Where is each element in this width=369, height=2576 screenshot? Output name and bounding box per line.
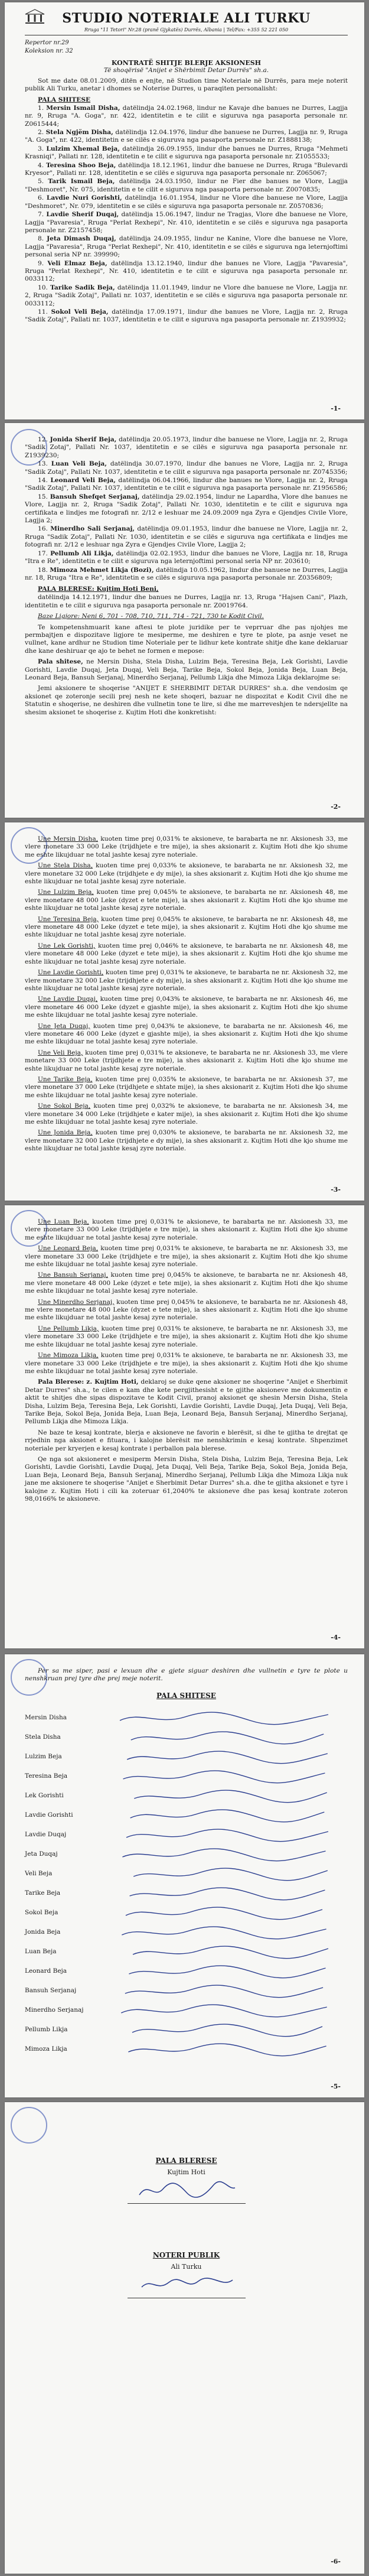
seller-entry xyxy=(25,477,348,493)
notary-signature-heading: NOTERI PUBLIK xyxy=(152,2251,220,2259)
buyer-acceptance xyxy=(25,1378,348,1426)
seller-entry xyxy=(25,235,348,259)
seller-entry xyxy=(25,260,348,284)
signatory-name: Bansuh Serjanaj xyxy=(25,1987,77,1995)
seller-details: datëlindja 26.09.1955, lindur dhe banues ne Durres, Rruga "Mehmeti Krasniqi", Pallati nr. 128, identitetin e te cilit e siguruva nga pasaporta personale nr. Z1055533; xyxy=(25,145,348,161)
notary-signature-name: Ali Turku xyxy=(171,2263,202,2271)
clause-text: kuoten time prej 0,045% te aksioneve, te barabarta ne nr. Aksionesh 48, me vlere monetare 48 000 Leke (dyzet e tete mije), ia shes aksionarit z. Kujtim Hoti dhe kjo shume me eshte likujduar ne total jashte kesaj zyre noteriale. xyxy=(25,889,348,912)
clause-text: kuoten time prej 0,035% te aksioneve, te barabarta ne nr. Aksionesh 37, me vlere monetare 37 000 Leke (trijdhjete e shtate mije), ia shes aksionarit z. Kujtim Hoti dhe kjo shume me eshte likujduar ne total jashte kesaj zyre noteriale. xyxy=(25,1075,348,1099)
notary-stamp-icon xyxy=(11,2107,47,2144)
seller-details: datëlindja 17.09.1971, lindur dhe banues ne Vlore, Lagjja nr. 2, Rruga "Sadik Zotaj", Pallati nr. 1037, identitetin e te cilit e siguruva nga pasaporta personale nr. Z1939932; xyxy=(25,308,348,324)
clause-text: kuoten time prej 0,031% te aksioneve, te barabarta ne nr. Aksionesh 33, me vlere monetare 33 000 Leke (trijdhjete e tre mije), ia shes aksionarit z. Kujtim Hoti dhe kjo shume me eshte likujduar ne total jashte kesaj zyre noteriale. xyxy=(25,1218,348,1241)
clause-seller-name: Une Mersin Disha, xyxy=(38,835,99,843)
seller-name: Tarik Ismail Beja, xyxy=(48,178,115,186)
seller-number: 2. xyxy=(38,129,44,136)
seller-number: 1. xyxy=(38,104,44,112)
seller-entry xyxy=(25,308,348,324)
clause-seller-name: Une Sokol Beja, xyxy=(38,1102,91,1110)
clause-seller-name: Une Mimoza Likja, xyxy=(38,1352,99,1359)
signature-row xyxy=(25,1728,348,1747)
seller-list-continued xyxy=(25,436,348,582)
clause-text: kuoten time prej 0,031% te aksioneve, te barabarta ne nr. Aksionesh 32, me vlere monetare 32 000 Leke (trijdhjete e dy mije), ia shes aksionarit z. Kujtim Hoti dhe kjo shume me eshte likujduar ne total jashte kesaj zyre noteriale. xyxy=(25,969,348,992)
page-number: -2- xyxy=(331,803,341,811)
seller-details: datëlindja 16.01.1954, lindur ne Vlore dhe banuese ne Vlore, Lagjja "Deshmoret", Nr. 079, identitetin e se cilës e siguruva nga pasaporta personale nr. Z0570836; xyxy=(25,194,348,210)
share-clause xyxy=(25,1218,348,1242)
seller-number: 17. xyxy=(38,549,48,557)
seller-number: 10. xyxy=(38,284,48,291)
clause-seller-name: Une Pellumb Likja, xyxy=(38,1325,99,1332)
signature-row xyxy=(25,2001,348,2020)
sellers-signature-heading: PALA SHITESE xyxy=(156,1691,216,1700)
share-clause xyxy=(25,1129,348,1153)
signatory-name: Sokol Beja xyxy=(25,1909,58,1917)
seller-details: datëlindja 20.05.1973, lindur dhe banuese ne Vlore, Lagjja nr. 2, Rruga "Sadik Zotaj", Pallati Nr. 1037, identitetin e se cilës e siguruva nga pasaporta personale nr. Z1939230; xyxy=(25,436,348,459)
document-page-4 xyxy=(5,1205,364,1648)
section-heading-buyer: PALA BLERESE: Kujtim Hoti Beni, xyxy=(38,586,159,593)
share-clause xyxy=(25,1271,348,1295)
seller-entry xyxy=(25,436,348,460)
buyer-acceptance-lead: Pala Blerese: z. Kujtim Hoti, xyxy=(38,1378,139,1386)
seller-name: Teresina Shoo Beja, xyxy=(46,161,116,169)
final-ownership-paragraph: Qe nga sot aksioneret e mesiperm Mersin Disha, Stela Disha, Lulzim Beja, Teresina Beja, Lek Gorishti, Lavdie Gorishti, Lavdie Duqaj, Jeta Duqaj, Veli Beja, Tarike Beja, Sokol Beja, Jonida Beja, Luan Beja, Leonard Beja, Bansuh Serjanaj, Minerdho Serjanaj, Pellumb Likja dhe Mimoza Likja nuk jane me aksionere te shoqerise "Anijet e Sherbimit Detar Durres" sh.a. dhe te gjitha aksionet e tyre i kalojne z. Kujtim Hoti i cili ka zoteruar 61,2040% te aksioneve dhe pas kesaj kontrate zoteron 98,0166% te aksioneve. xyxy=(25,1455,348,1502)
contract-title: KONTRATË SHITJE BLERJE AKSIONESH xyxy=(111,59,262,67)
seller-name: Pellumb Ali Likja, xyxy=(50,549,114,557)
clause-seller-name: Une Jonida Beja, xyxy=(38,1129,93,1137)
page-number: -3- xyxy=(331,1186,341,1193)
seller-details: datëlindja 12.04.1976, lindur dhe banuese ne Durres, Lagjja nr. 9, Rruga "A. Goga", nr. 422, identitetin e se cilës e siguruva nga pasaporta personale nr. Z1888138; xyxy=(25,129,348,144)
seller-details: datëlindja 24.02.1968, lindur ne Kavaje dhe banues ne Durres, Lagjja nr. 9, Rruga "A. Goga", nr. 422, identitetin e te cilit e siguruva nga pasaporta personale nr. Z0615444; xyxy=(25,104,348,128)
clause-text: kuoten time prej 0,033% te aksioneve, te barabarta ne nr. Aksionesh 32, me vlere monetare 32 000 Leke (trijdhjete e dy mije), ia shes aksionarit z. Kujtim Hoti dhe kjo shume me eshte likujduar ne total jashte kesaj zyre noteriale. xyxy=(25,862,348,886)
seller-entry xyxy=(25,460,348,476)
share-clause xyxy=(25,1245,348,1269)
share-clause xyxy=(25,942,348,966)
seller-details: datëlindja 15.06.1947, lindur ne Tragjas, Vlore dhe banuese ne Vlore, Lagjja "Pavaresia", Rruga "Perlat Rexhepi", Nr. 410, identitetin e se cilës e siguruva nga pasaporta personale nr. Z2157458; xyxy=(25,211,348,234)
seller-entry xyxy=(25,105,348,128)
seller-name: Sokol Veli Beja, xyxy=(51,308,109,316)
seller-entry xyxy=(25,284,348,308)
clause-text: kuoten time prej 0,030% te aksioneve, te barabarta ne nr. Aksionesh 32, me vlere monetare 32 000 Leke (trijdhjete e dy mije), ia shes aksionarit z. Kujtim Hoti dhe kjo shume me eshte likujduar ne total jashte kesaj zyre noteriale. xyxy=(25,1129,348,1153)
page-number: -6- xyxy=(331,2558,341,2565)
koleksion-number: Koleksion nr. 32 xyxy=(25,48,73,54)
document-page-6 xyxy=(5,2102,364,2574)
buyer-signature-heading: PALA BLERESE xyxy=(155,2157,217,2165)
signature-row xyxy=(25,1903,348,1923)
buyer-acceptance-text: deklaroj se duke qene aksioner ne shoqerine "Anijet e Sherbimit Detar Durres" sh.a., te cilen e kam dhe kete pergjithesisht e te gjithe aksioneve me dokumentin e aktit te shitjes dhe sipas dispozitave te Kodit Civil, pranoj aksionet qe shesin Mersin Disha, Stela Disha, Lulzim Beja, Teresina Beja, Lek Gorishti, Lavdie Gorishti, Lavdie Duqaj, Jeta Duqaj, Veli Beja, Tarike Beja, Sokol Beja, Jonida Beja, Luan Beja, Leonard Beja, Bansuh Serjanaj, Minerdho Serjanaj, Pellumb Likja dhe Mimoza Likja. xyxy=(25,1378,348,1426)
share-clause xyxy=(25,1023,348,1046)
seller-name: Mimoza Mehmet Likja (Bozi), xyxy=(50,566,154,574)
page-number: -1- xyxy=(331,405,341,412)
seller-details: datëlindja 24.09.1955, lindur ne Kanine, Vlore dhe banuese ne Vlore, Lagjja "Pavaresia", Rruga "Perlat Rexhepi", Nr. 410, identitetin e se cilës e siguruva nga leternjoftimi personal seria NP nr. 399990; xyxy=(25,235,348,259)
handwritten-signature-icon xyxy=(113,1904,348,1921)
handwritten-signature-icon xyxy=(113,1709,348,1726)
share-clause xyxy=(25,835,348,859)
share-clause xyxy=(25,1299,348,1322)
clause-text: kuoten time prej 0,031% te aksioneve, te barabarta ne nr. Aksionesh 33, me vlere monetare 33 000 Leke (trijdhjete e tre mije), ia shes aksionarit z. Kujtim Hoti dhe kjo shume me eshte likujduar ne total jashte kesaj zyre noteriale. xyxy=(25,1325,348,1348)
repertor-number: Repertor nr.29 xyxy=(25,40,69,46)
buyer-details: datëlindja 14.12.1971, lindur dhe banues ne Durres, Lagjja nr. 13, Rruga "Hajsen Cani", Plazh, identitetin e te cilit e siguruva nga pasaporta personale nr. Z0019764. xyxy=(25,594,348,609)
share-transfer-clauses xyxy=(25,835,348,1153)
seller-entry xyxy=(25,493,348,525)
seller-name: Jonida Sherif Beja, xyxy=(50,436,117,443)
handwritten-signature-icon xyxy=(113,1865,348,1882)
transfer-rights-paragraph: Ne baze te kesaj kontrate, blerja e aksioneve ne favorin e blerësit, si dhe te gjitha te drejtat qe rrjedhin nga aksionet e fituara, i kalojne blerësit me nenshkrimin e kesaj kontrate. Shpenzimet noteriale per kryerjen e kesaj kontrate i perballon pala blerese. xyxy=(25,1429,348,1452)
seller-details: datëlindja 10.05.1962, lindur dhe banuese ne Durres, Lagjja nr. 18, Rruga "Itra e Re", identitetin e se cilës e siguruva nga pasaporta personale nr. Z0356809; xyxy=(25,566,348,581)
seller-name: Mersin Ismail Disha, xyxy=(46,104,120,112)
signature-row xyxy=(25,2020,348,2040)
share-clause xyxy=(25,1102,348,1126)
clause-seller-name: Une Lek Gorishti, xyxy=(38,942,96,949)
seller-details: datëlindja 02.02.1953, lindur dhe banues ne Vlore, Lagjja nr. 18, Rruga "Itra e Re", identitetin e te cilit e siguruva nga leternjoftimi personal seria NP nr. 203610; xyxy=(25,549,348,565)
seller-entry xyxy=(25,211,348,235)
signatory-name: Lek Gorishti xyxy=(25,1792,64,1800)
clause-text: kuoten time prej 0,031% te aksioneve, te barabarta ne nr. Aksionesh 33, me vlere monetare 33 000 Leke (trijdhjete e tre mije), ia shes aksionarit z. Kujtim Hoti dhe kjo shume me eshte likujduar ne total jashte kesaj zyre noteriale. xyxy=(25,1245,348,1269)
seller-list xyxy=(25,105,348,324)
handwritten-signature-icon xyxy=(113,1826,348,1843)
handwritten-signature-icon xyxy=(113,1767,348,1785)
share-clause xyxy=(25,1076,348,1100)
handwritten-signature-icon xyxy=(113,2021,348,2038)
seller-entry xyxy=(25,145,348,161)
clause-text: kuoten time prej 0,043% te aksioneve, te barabarta ne nr. Aksionesh 46, me vlere monetare 46 000 Leke (dyzet e gjashte mije), ia shes aksionarit z. Kujtim Hoti dhe kjo shume me eshte likujduar ne total jashte kesaj zyre noteriale. xyxy=(25,996,348,1019)
clause-seller-name: Une Luan Beja, xyxy=(38,1218,89,1225)
seller-details: datëlindja 18.12.1961, lindur dhe banuese ne Durres, Rruga "Bulevardi Kryesor", Pallati nr. 128, identitetin e se cilës e siguruva nga pasaporta personale nr. Z065067; xyxy=(25,161,348,177)
seller-details: datëlindja 06.04.1966, lindur dhe banues ne Vlore, Lagjja nr. 2, Rruga "Sadik Zotaj", Pallati Nr. 1037, identitetin e te cilit e siguruva nga pasaporta personale nr. Z1956586; xyxy=(25,477,348,492)
clause-seller-name: Une Lulzim Beja, xyxy=(38,889,94,896)
signatory-name: Tarike Beja xyxy=(25,1889,61,1897)
handwritten-signature-icon xyxy=(113,1806,348,1824)
seller-entry xyxy=(25,162,348,178)
handwritten-signature-icon xyxy=(113,1982,348,1999)
seller-entry xyxy=(25,129,348,145)
seller-details: datëlindja 29.02.1954, lindur ne Lapardha, Vlore dhe banues ne Vlore, Lagjja nr. 2, Rruga "Sadik Zotaj", Pallati Nr. 1030, identitetin e te cilit e siguruva nga certifikata e lindjes me fotografi nr. 2/12 e leshuar me 24.09.2009 nga Zyra e Gjendjes Civile Vlore, Lagjja 2; xyxy=(25,493,348,525)
seller-number: 4. xyxy=(38,161,44,169)
capacity-paragraph: Te kompetenshmuarit kane aftesi te plote juridike per te veprruar dhe pas njohjes me permbajtjen e dispozitave ligjore te mesiperme, me deshiren e tyre te plote, pa asnje veset ne vullnet, kane ardhur ne Studion time Noteriale per te lidhur kete kontrate shitje dhe kane deklaruar dhe kane deshiruar qe ajo te behet ne formen e mepose: xyxy=(25,623,348,655)
seller-name: Minerdho Sali Serjanaj, xyxy=(50,525,135,533)
signature-row xyxy=(25,1942,348,1962)
sellers-declaration-lead: Pala shitese, xyxy=(38,658,83,666)
seller-name: Luan Veli Beja, xyxy=(51,460,107,468)
office-title: STUDIO NOTERIALE ALI TURKU xyxy=(62,11,311,26)
seller-number: 12. xyxy=(38,436,48,443)
document-page-5 xyxy=(5,1654,364,2097)
seller-number: 16. xyxy=(38,525,48,533)
sellers-declaration xyxy=(25,658,348,682)
handwritten-signature-icon xyxy=(113,1845,348,1863)
clause-text: kuoten time prej 0,043% te aksioneve, te barabarta ne nr. Aksionesh 46, me vlere monetare 46 000 Leke (dyzet e gjashte mije), ia shes aksionarit z. Kujtim Hoti dhe kjo shume me eshte likujduar ne total jashte kesaj zyre noteriale. xyxy=(25,1022,348,1046)
signature-row xyxy=(25,1747,348,1767)
signature-row xyxy=(25,1884,348,1903)
seller-number: 11. xyxy=(38,308,48,316)
signature-row xyxy=(25,1708,348,1728)
notary-signature-icon xyxy=(133,2273,240,2297)
handwritten-signature-icon xyxy=(113,2001,348,2019)
page-number: -4- xyxy=(331,1634,341,1641)
signature-row xyxy=(25,1767,348,1786)
seller-number: 18. xyxy=(38,566,48,574)
signatory-name: Stela Disha xyxy=(25,1733,61,1741)
signatory-name: Lulzim Beja xyxy=(25,1753,62,1761)
clause-text: kuoten time prej 0,031% te aksioneve, te barabarta ne nr. Aksionesh 33, me vlere monetare 33 000 Leke (trijdhjete e tre mije), ia shes aksionarit z. Kujtim Hoti dhe kjo shume me eshte likujduar ne total jashte kesaj zyre noteriale. xyxy=(25,835,348,858)
seller-number: 13. xyxy=(38,460,48,468)
handwritten-signature-icon xyxy=(113,1943,348,1960)
signatory-name: Luan Beja xyxy=(25,1948,57,1956)
seller-number: 9. xyxy=(38,259,44,267)
registry-info xyxy=(25,39,348,56)
clause-seller-name: Une Jeta Duqaj, xyxy=(38,1022,90,1030)
handwritten-signature-icon xyxy=(113,1884,348,1902)
page-number: -5- xyxy=(331,2083,341,2090)
signatory-name: Minerdho Serjanaj xyxy=(25,2006,84,2014)
shareholder-paragraph: Jemi aksionere te shoqerise "ANIJET E SHERBIMIT DETAR DURRES" sh.a. dhe vendosim qe aksionet qe zoteronje secili prej nesh ne kete shoqeri, bazuar ne dispozitat e Kodit Civil dhe ne Statutin e shoqerise, ne deshiren dhe vullnetin tone te lire, si dhe me marreveshjen te ndersjellte na shesim aksionet te shoqerise z. Kujtim Hoti dhe konkretisht: xyxy=(25,685,348,716)
office-address: Rruga "11 Tetori" Nr.28 (pranë Gjykatës) Durrës, Albania | Tel/Fax: +355 52 221 050 xyxy=(84,27,289,32)
seller-name: Lulzim Xhemal Beja, xyxy=(46,145,120,152)
closing-paragraph: Per sa me siper, pasi e lexuan dhe e gjete siguar deshiren dhe vullnetin e tyre te plote u nenshkruan prej tyre dhe prej meje noterit. xyxy=(25,1667,348,1683)
seller-name: Jeta Dimash Duqaj, xyxy=(47,235,116,243)
signature-row xyxy=(25,1845,348,1864)
seller-number: 15. xyxy=(38,493,48,500)
section-heading-sellers: PALA SHITESE xyxy=(38,96,91,103)
clause-seller-name: Une Lavdie Gorishti, xyxy=(38,969,104,977)
clause-seller-name: Une Teresina Beja, xyxy=(38,915,99,923)
seller-name: Veli Elmaz Beja, xyxy=(47,259,107,267)
seller-entry xyxy=(25,178,348,194)
signature-row xyxy=(25,1806,348,1825)
seller-entry xyxy=(25,194,348,210)
handwritten-signature-icon xyxy=(113,1728,348,1746)
seller-details: datëlindja 11.01.1949, lindur ne Vlore dhe banuese ne Vlore, Lagjja nr. 2, Rruga "Sadik Zotaj", Pallati nr. 1037, identitetin e se cilës e siguruva nga pasaporta personale nr. 0033112; xyxy=(25,284,348,307)
clause-text: kuoten time prej 0,045% te aksioneve, te barabarta ne nr. Aksionesh 48, me vlere monetare 48 000 Leke (dyzet e tete mije), ia shes aksionarit z. Kujtim Hoti dhe kjo shume me eshte likujduar ne total jashte kesaj zyre noteriale. xyxy=(25,1298,348,1322)
sellers-declaration-text: ne Mersin Disha, Stela Disha, Lulzim Beja, Teresina Beja, Lek Gorishti, Lavdie Gorishti, Lavdie Duqaj, Jeta Duqaj, Veli Beja, Tarike Beja, Sokol Beja, Jonida Beja, Luan Beja, Leonard Beja, Bansuh Serjanaj, Minerdho Serjanaj, Pellumb Likja dhe Mimoza Likja deklarojme se: xyxy=(25,658,348,681)
seller-entry xyxy=(25,567,348,583)
seller-number: 6. xyxy=(38,194,44,202)
signatory-name: Jonida Beja xyxy=(25,1928,61,1936)
seller-name: Bansuh Shefqet Serjanaj, xyxy=(50,493,140,500)
signatory-name: Mersin Disha xyxy=(25,1714,67,1722)
seller-number: 3. xyxy=(38,145,44,152)
seller-details: datëlindja 30.07.1970, lindur dhe banues ne Vlore, Lagjja nr. 2, Rruga "Sadik Zotaj", Pallati Nr. 1037, identitetin e te cilit e siguruva nga pasaporta personale nr. Z0745356; xyxy=(25,460,348,476)
seller-name: Stela Ngjëm Disha, xyxy=(45,129,113,136)
seller-number: 5. xyxy=(38,178,44,186)
handwritten-signature-icon xyxy=(113,1962,348,1980)
contract-subtitle: Të shoqërisë "Anijet e Shërbimit Detar Durrës" sh.a. xyxy=(103,67,269,74)
buyer-signature-name: Kujtim Hoti xyxy=(167,2168,205,2176)
clause-seller-name: Une Leonard Beja, xyxy=(38,1245,99,1253)
clause-text: kuoten time prej 0,031% te aksioneve, te barabarta ne nr. Aksionesh 33, me vlere monetare 33 000 Leke (trijdhjete e tre mije), ia shes aksionarit z. Kujtim Hoti dhe kjo shume me eshte likujduar ne total jashte kesaj zyre noteriale. xyxy=(25,1049,348,1072)
signatory-name: Teresina Beja xyxy=(25,1772,68,1780)
handwritten-signature-icon xyxy=(113,1923,348,1941)
signature-row xyxy=(25,1923,348,1942)
letterhead xyxy=(25,11,348,35)
clause-seller-name: Une Tarike Beja, xyxy=(38,1075,93,1083)
clause-seller-name: Une Minerdho Serjanaj, xyxy=(38,1298,115,1306)
signatory-name: Veli Beja xyxy=(25,1870,53,1878)
seller-details: datëlindja 09.01.1953, lindur dhe banuese ne Vlore, Lagjja nr. 2, Rruga "Sadik Zotaj", Pallati Nr. 1030, identitetin e se cilës e siguruva nga certifikata e lindjes me fotografi nr. 2/12 e leshuar nga Zyra e Gjendjes Civile Vlore, Lagjja 2; xyxy=(25,525,348,549)
signature-block xyxy=(25,1708,348,2059)
clause-seller-name: Une Veli Beja, xyxy=(38,1049,83,1056)
seller-name: Lavdie Sherif Duqaj, xyxy=(46,211,119,219)
clause-text: kuoten time prej 0,031% te aksioneve, te barabarta ne nr. Aksionesh 33, me vlere monetare 33 000 Leke (trijdhjete e tre mije), ia shes aksionarit z. Kujtim Hoti dhe kjo shume me eshte likujduar ne total jashte kesaj zyre noteriale. xyxy=(25,1352,348,1375)
signature-row xyxy=(25,1962,348,1981)
intro-paragraph: Sot me date 08.01.2009, ditën e enjte, në Studion time Noteriale në Durrës, para meje noterit publik Ali Turku, anetar i dhomes se Noterise Durres, u paraqiten personalisht: xyxy=(25,77,348,93)
seller-number: 8. xyxy=(38,235,44,243)
seller-entry xyxy=(25,550,348,566)
clause-seller-name: Une Stela Disha, xyxy=(38,862,93,870)
share-clause xyxy=(25,1049,348,1073)
signature-row xyxy=(25,1864,348,1884)
signature-row xyxy=(25,1981,348,2001)
signatory-name: Mimoza Likja xyxy=(25,2045,67,2053)
signatory-name: Lavdie Duqaj xyxy=(25,1831,67,1839)
signature-row xyxy=(25,2040,348,2059)
share-clause xyxy=(25,862,348,886)
document-page-1 xyxy=(5,2,364,419)
share-clause xyxy=(25,1352,348,1375)
clause-text: kuoten time prej 0,045% te aksioneve, te barabarta ne nr. Aksionesh 48, me vlere monetare 48 000 Leke (dyzet e tete mije), ia shes aksionarit z. Kujtim Hoti dhe kjo shume me eshte likujduar ne total jashte kesaj zyre noteriale. xyxy=(25,1271,348,1295)
seller-name: Leonard Veli Beja, xyxy=(50,477,116,484)
share-clause xyxy=(25,889,348,912)
share-clause xyxy=(25,1325,348,1349)
clause-seller-name: Une Bansuh Serjanaj, xyxy=(38,1271,108,1279)
handwritten-signature-icon xyxy=(113,1748,348,1765)
seller-details: datëlindja 13.12.1940, lindur dhe banues ne Vlore, Lagjja "Pavaresia", Rruga "Perlat Rexhepi", Nr. 410, identitetin e te cilit e siguruva nga pasaporta personale nr. 0033112; xyxy=(25,259,348,283)
signatory-name: Leonard Beja xyxy=(25,1967,67,1975)
signatory-name: Jeta Duqaj xyxy=(25,1850,58,1858)
share-clause xyxy=(25,916,348,939)
document-page-2 xyxy=(5,423,364,818)
handwritten-signature-icon xyxy=(113,2040,348,2058)
seller-name: Lavdie Nuri Gorishti, xyxy=(46,194,122,202)
signatory-name: Pellumb Likja xyxy=(25,2026,68,2034)
seller-number: 7. xyxy=(38,211,44,219)
signature-row xyxy=(25,1825,348,1845)
share-clause xyxy=(25,996,348,1019)
buyer-signature-icon xyxy=(133,2178,240,2202)
signatory-name: Lavdie Gorishti xyxy=(25,1811,73,1819)
clause-text: kuoten time prej 0,046% te aksioneve, te barabarta ne nr. Aksionesh 48, me vlere monetare 48 000 Leke (dyzet e tete mije), ia shes aksionarit z. Kujtim Hoti dhe kjo shume me eshte likujduar ne total jashte kesaj zyre noteriale. xyxy=(25,942,348,965)
legal-basis: Baze Ligjore: Neni 6, 701 - 708, 710, 711, 714 - 721, 730 te Kodit Civil. xyxy=(38,613,264,620)
seller-name: Tarike Sadik Beja, xyxy=(50,284,115,291)
seller-entry xyxy=(25,525,348,549)
clause-seller-name: Une Lavdie Duqaj, xyxy=(38,996,98,1003)
clause-text: kuoten time prej 0,032% te aksioneve, te barabarta ne nr. Aksionesh 34, me vlere monetare 34 000 Leke (trijdhjete e kater mije), ia shes aksionarit z. Kujtim Hoti dhe kjo shume me eshte likujduar ne total jashte kesaj zyre noteriale. xyxy=(25,1102,348,1126)
share-transfer-clauses-continued xyxy=(25,1218,348,1375)
signature-row xyxy=(25,1786,348,1806)
seller-details: datëlindja 24.03.1950, lindur ne Fier dhe banues ne Vlore, Lagjja "Deshmoret", Nr. 075, identitetin e te cilit e siguruva nga pasaporta personale nr. Z0070835; xyxy=(25,178,348,193)
seller-number: 14. xyxy=(38,477,48,484)
clause-text: kuoten time prej 0,045% te aksioneve, te barabarta ne nr. Aksionesh 48, me vlere monetare 48 000 Leke (dyzet e tete mije), ia shes aksionarit z. Kujtim Hoti dhe kjo shume me eshte likujduar ne total jashte kesaj zyre noteriale. xyxy=(25,915,348,939)
document-page-3 xyxy=(5,822,364,1201)
handwritten-signature-icon xyxy=(113,1787,348,1804)
share-clause xyxy=(25,969,348,993)
